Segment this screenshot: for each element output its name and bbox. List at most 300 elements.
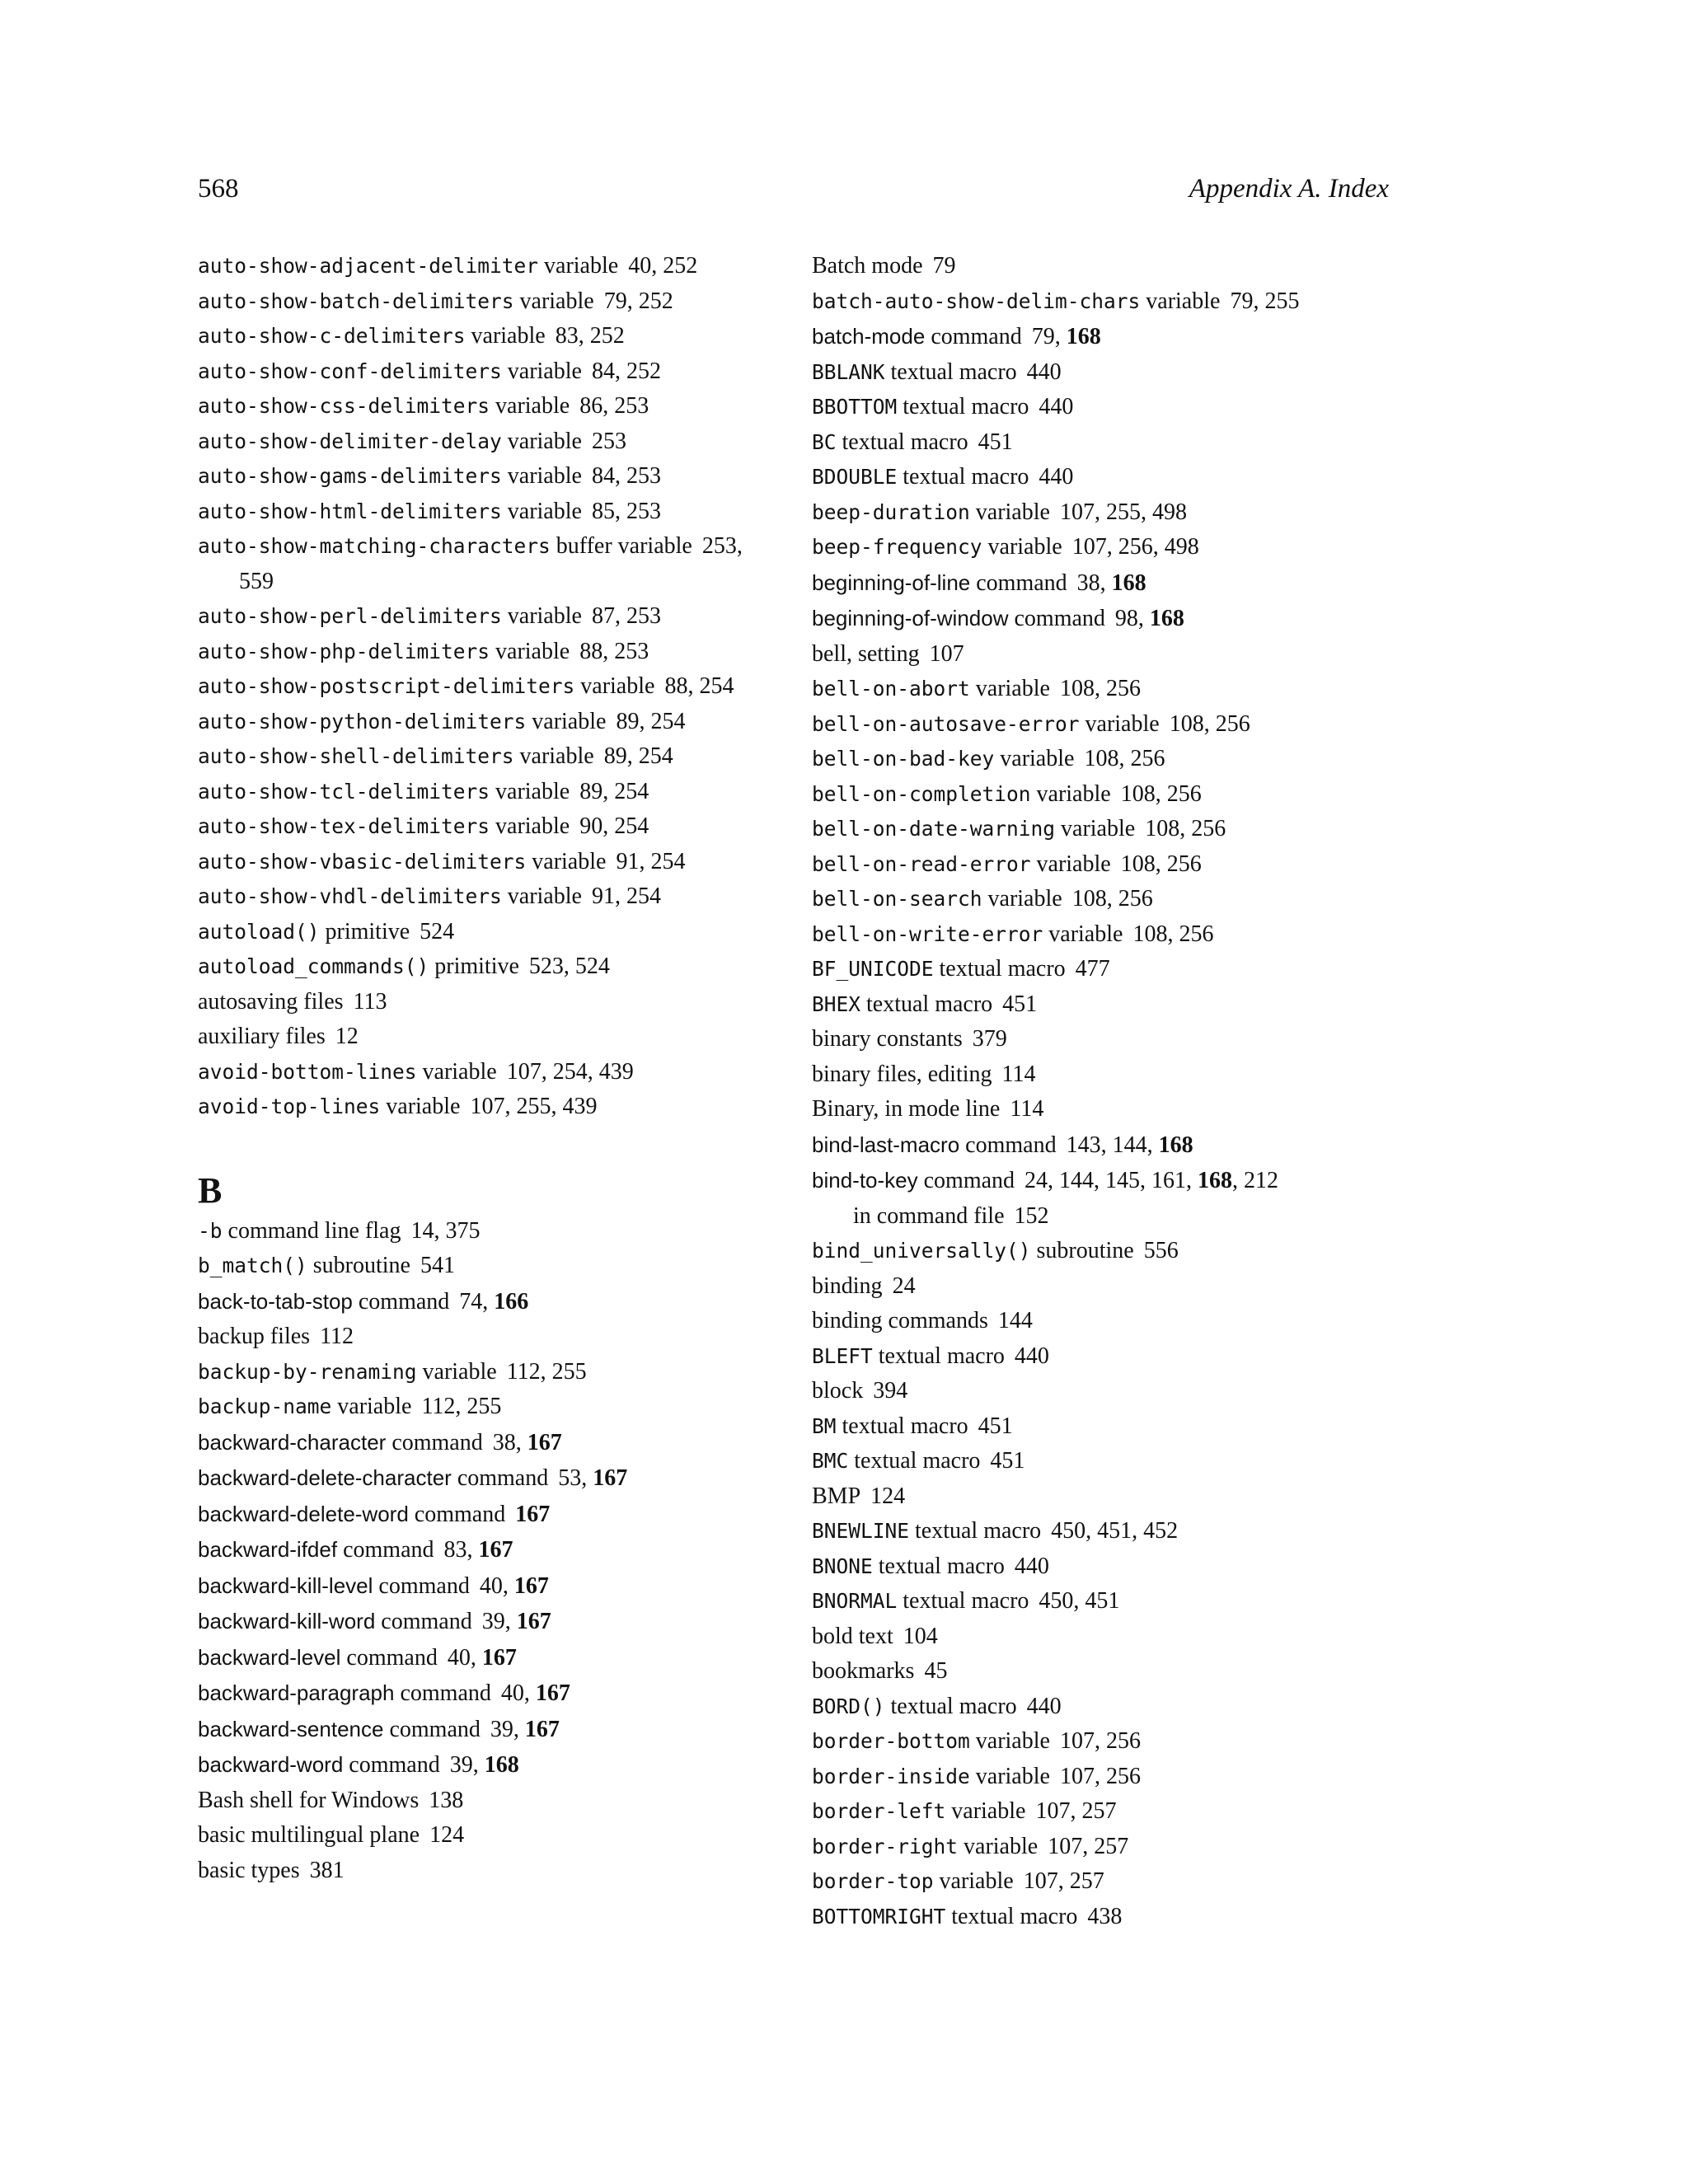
- index-page-refs: [344, 989, 387, 1015]
- index-term: Batch mode: [812, 253, 923, 279]
- index-term: bell-on-write-error: [812, 921, 1043, 946]
- index-term: binary constants: [812, 1026, 963, 1052]
- page-refs: 253: [591, 428, 626, 454]
- section-letter-b: B: [198, 1169, 223, 1211]
- page-refs: 91, 254: [591, 883, 661, 909]
- index-page-refs: [1005, 1554, 1049, 1579]
- index-term-kind: variable: [519, 288, 594, 314]
- index-entry: [812, 1022, 1389, 1057]
- index-term-kind: textual macro: [842, 429, 968, 455]
- index-term: auto-show-perl-delimiters: [198, 604, 502, 628]
- page-refs: 104: [903, 1623, 938, 1649]
- index-page-refs: [419, 1788, 463, 1813]
- index-page-refs: [968, 429, 1013, 455]
- index-entry: [198, 389, 758, 424]
- index-entry: [198, 459, 758, 494]
- page-refs: 144: [997, 1308, 1033, 1333]
- index-page-refs: [440, 1752, 519, 1778]
- index-page-refs: [1134, 1238, 1179, 1263]
- index-entry: [812, 1514, 1389, 1549]
- index-term-kind: variable: [1085, 710, 1160, 737]
- index-entry: [198, 809, 758, 845]
- page-refs: 440: [1026, 359, 1062, 385]
- index-page-refs: [1067, 570, 1146, 596]
- page-refs: 143, 144,: [1066, 1132, 1153, 1158]
- page-refs: 450, 451: [1039, 1588, 1120, 1614]
- index-page-refs: [434, 1537, 513, 1563]
- page-refs: 112, 255: [506, 1358, 587, 1385]
- index-term-kind: command: [392, 1429, 483, 1455]
- page-refs: 108, 256: [1071, 886, 1153, 912]
- primary-page-ref: 168: [1066, 324, 1101, 349]
- page-refs: 108, 256: [1059, 676, 1141, 701]
- index-term: binary files, editing: [812, 1061, 992, 1087]
- index-term: block: [812, 1378, 864, 1404]
- index-page-refs: [1220, 288, 1299, 314]
- index-entry: [812, 601, 1389, 637]
- index-term: border-inside: [812, 1764, 970, 1788]
- index-entries-a: [198, 249, 758, 1125]
- index-term: auto-show-php-delimiters: [198, 639, 490, 663]
- index-term: BHEX: [812, 991, 861, 1016]
- page-refs: 108, 256: [1120, 851, 1202, 877]
- index-term: bind-last-macro: [812, 1132, 960, 1157]
- index-entry: [812, 1234, 1389, 1269]
- primary-page-ref: 167: [516, 1609, 551, 1634]
- index-entry: [198, 1284, 758, 1320]
- index-term: backward-level: [198, 1644, 341, 1670]
- index-column-right: [812, 249, 1389, 1934]
- page-refs: 108, 256: [1120, 780, 1202, 807]
- index-term-kind: command line flag: [227, 1217, 401, 1244]
- primary-page-ref: 168: [1198, 1168, 1233, 1193]
- index-entry: [812, 812, 1389, 847]
- index-page-refs: [300, 1858, 345, 1883]
- index-entry: [812, 742, 1389, 777]
- page-refs: 112, 255: [421, 1394, 502, 1419]
- index-page-refs: [893, 1624, 938, 1649]
- index-term-kind: variable: [580, 673, 655, 699]
- page-refs: 90, 254: [579, 813, 649, 839]
- index-term: bell-on-completion: [812, 781, 1031, 806]
- index-term-kind: variable: [975, 1728, 1050, 1754]
- page-refs: 477: [1075, 956, 1110, 982]
- index-page-refs: [1057, 1132, 1193, 1158]
- index-entry: [198, 1854, 758, 1889]
- index-term-kind: command: [931, 324, 1022, 349]
- index-term: auto-show-conf-delimiters: [198, 359, 502, 383]
- index-entry: [198, 739, 758, 775]
- index-entry: [198, 1355, 758, 1390]
- index-term: bell-on-date-warning: [812, 817, 1056, 841]
- index-entry: [198, 1019, 758, 1055]
- page-refs: 79, 252: [603, 288, 673, 314]
- index-entry: [812, 1374, 1389, 1409]
- page-refs: 86, 253: [579, 393, 649, 419]
- index-page-refs: [883, 1273, 916, 1299]
- index-entry: [198, 1818, 758, 1854]
- index-term: basic types: [198, 1857, 300, 1883]
- page-refs: 107, 255, 439: [470, 1094, 598, 1119]
- index-entry: [812, 847, 1389, 883]
- index-entry: [812, 1619, 1389, 1655]
- index-page-refs: [497, 1059, 634, 1085]
- page-refs: 107, 257: [1048, 1833, 1129, 1859]
- index-term: BORD(): [812, 1694, 885, 1718]
- index-term: BDOUBLE: [812, 465, 898, 489]
- page-refs: 108, 256: [1169, 710, 1250, 737]
- index-term: bookmarks: [812, 1658, 915, 1684]
- index-term-kind: variable: [1061, 816, 1136, 841]
- index-term-kind: variable: [532, 708, 607, 734]
- index-term: b_match(): [198, 1254, 307, 1277]
- index-term: bell-on-autosave-error: [812, 711, 1080, 736]
- index-term-kind: variable: [975, 1763, 1050, 1789]
- page-refs: 113: [353, 988, 387, 1015]
- index-page-refs: [863, 1378, 907, 1404]
- index-term-kind: variable: [1036, 851, 1111, 877]
- index-term-kind: textual macro: [890, 359, 1017, 385]
- index-term-kind: variable: [337, 1394, 412, 1419]
- index-term: BMP: [812, 1483, 861, 1509]
- page-refs: 381: [309, 1857, 345, 1883]
- page-refs: 108, 256: [1084, 746, 1165, 771]
- page-refs: 84, 252: [591, 358, 661, 384]
- index-page-refs: [582, 603, 661, 629]
- index-entry: [198, 1675, 758, 1712]
- index-term-kind: variable: [495, 393, 570, 419]
- index-term: auto-show-gams-delimiters: [198, 464, 502, 488]
- index-page-refs: [411, 1394, 501, 1419]
- index-term: auto-show-c-delimiters: [198, 324, 466, 348]
- index-term-kind: textual macro: [890, 1693, 1017, 1719]
- index-page-refs: [310, 1324, 354, 1349]
- index-term-kind: textual macro: [854, 1448, 981, 1474]
- index-page-refs: [1005, 1203, 1049, 1229]
- primary-page-ref: 168: [484, 1752, 519, 1778]
- index-term-kind: variable: [1048, 921, 1123, 947]
- page-refs: 108, 256: [1145, 816, 1226, 841]
- index-page-refs: [1160, 711, 1250, 737]
- index-entry: [812, 249, 1389, 284]
- index-term-kind: variable: [544, 253, 619, 279]
- index-entry: [812, 565, 1389, 602]
- index-term-kind: command: [349, 1752, 440, 1778]
- page-refs: 24: [892, 1272, 916, 1299]
- index-entry: [812, 1092, 1389, 1127]
- index-entry: [812, 1127, 1389, 1164]
- page-refs: 438: [1087, 1903, 1123, 1929]
- page-refs: 38,: [1076, 569, 1106, 596]
- index-term: auto-show-tex-delimiters: [198, 814, 490, 838]
- index-page-refs: [1015, 1168, 1278, 1193]
- page-refs: 88, 253: [579, 638, 649, 664]
- index-page-refs: [1005, 1343, 1049, 1369]
- index-term: autosaving files: [198, 988, 344, 1015]
- index-entry: [198, 424, 758, 460]
- page-refs: 523, 524: [528, 954, 610, 979]
- index-entry: [198, 1747, 758, 1783]
- index-term: avoid-top-lines: [198, 1094, 381, 1118]
- page-refs: 124: [429, 1822, 465, 1848]
- page-refs: 79,: [1031, 324, 1061, 349]
- index-entry: [812, 1690, 1389, 1725]
- index-entry: [812, 987, 1389, 1023]
- index-page-refs: [1017, 1694, 1062, 1719]
- index-term: binding commands: [812, 1308, 988, 1333]
- index-entry: [198, 1460, 758, 1497]
- index-page-refs: [460, 1094, 597, 1119]
- index-entry: [198, 669, 758, 705]
- primary-page-ref: 167: [535, 1680, 570, 1706]
- index-entry: [812, 1269, 1389, 1305]
- page-refs: 440: [1039, 394, 1074, 419]
- index-term: BNORMAL: [812, 1589, 898, 1613]
- index-entry: [812, 917, 1389, 953]
- index-term-kind: variable: [507, 498, 582, 524]
- page-number: 568: [198, 174, 239, 204]
- page-refs: 451: [990, 1448, 1025, 1474]
- index-page-refs: [1062, 534, 1199, 560]
- index-page-refs: [606, 709, 685, 734]
- index-term-kind: variable: [495, 813, 570, 839]
- index-entry: [198, 1425, 758, 1461]
- page-refs: 85, 253: [591, 498, 661, 524]
- index-page-refs: [1022, 324, 1101, 349]
- index-term: auto-show-postscript-delimiters: [198, 674, 575, 698]
- index-term-kind: variable: [507, 463, 582, 489]
- page-refs: 83,: [443, 1537, 473, 1563]
- index-entry: [198, 249, 758, 284]
- index-term: BNONE: [812, 1554, 873, 1578]
- primary-page-ref: 167: [513, 1572, 549, 1599]
- index-term: BBLANK: [812, 359, 885, 384]
- page-refs: 451: [978, 429, 1013, 455]
- index-term: basic multilingual plane: [198, 1822, 420, 1848]
- page-refs: 98,: [1114, 606, 1144, 631]
- page-refs: 107, 255, 498: [1059, 499, 1187, 525]
- index-entry: [812, 777, 1389, 813]
- index-term: autoload(): [198, 919, 320, 944]
- primary-page-ref: 167: [481, 1644, 517, 1671]
- index-entry: [198, 1090, 758, 1125]
- index-page-refs: [980, 1448, 1025, 1474]
- index-term-kind: variable: [1000, 746, 1075, 771]
- index-page-refs: [497, 1359, 587, 1385]
- index-entry: [198, 705, 758, 740]
- index-term: auto-show-matching-characters: [198, 534, 551, 558]
- index-term-kind: textual macro: [866, 991, 993, 1017]
- index-term: bold text: [812, 1623, 893, 1649]
- index-term: BBOTTOM: [812, 395, 898, 419]
- index-page-refs: [438, 1645, 517, 1671]
- index-term-kind: variable: [964, 1833, 1039, 1859]
- index-term: backup-by-renaming: [198, 1359, 417, 1384]
- index-term-kind: variable: [532, 848, 607, 874]
- index-page-refs: [519, 954, 610, 979]
- index-term-kind: command: [457, 1465, 549, 1491]
- index-term: backward-kill-level: [198, 1572, 373, 1598]
- index-term: border-left: [812, 1799, 946, 1823]
- page-refs: 39,: [481, 1609, 511, 1634]
- index-term-kind: variable: [507, 428, 582, 454]
- index-page-refs: [582, 359, 661, 384]
- index-term-kind: textual macro: [842, 1413, 968, 1439]
- page-refs: 83, 252: [555, 323, 625, 349]
- index-entry: [198, 319, 758, 354]
- index-entry: [812, 1304, 1389, 1339]
- index-term: -b: [198, 1218, 223, 1243]
- index-page-refs: [992, 991, 1037, 1017]
- index-term: back-to-tab-stop: [198, 1288, 353, 1314]
- index-entry: [812, 1409, 1389, 1445]
- page-refs: 152: [1014, 1202, 1049, 1229]
- index-entry: [812, 460, 1389, 495]
- index-page-refs: [963, 1026, 1007, 1052]
- index-term-kind: variable: [939, 1868, 1014, 1894]
- page-refs: 440: [1014, 1553, 1049, 1579]
- index-term-kind: command: [1014, 606, 1105, 631]
- page-refs: 107, 257: [1023, 1868, 1104, 1894]
- page-refs: 108, 256: [1132, 921, 1214, 947]
- index-page-refs: [449, 1289, 528, 1315]
- index-page-refs: [410, 919, 454, 944]
- index-term: beginning-of-window: [812, 606, 1009, 630]
- index-entry: [812, 319, 1389, 355]
- index-term: backward-character: [198, 1429, 387, 1455]
- page-refs: 40, 252: [628, 253, 698, 279]
- index-page-refs: [491, 1680, 570, 1706]
- index-page-refs: [1038, 1834, 1128, 1859]
- index-term-kind: command: [381, 1609, 472, 1634]
- index-term-kind: variable: [1146, 288, 1221, 314]
- index-term-kind: variable: [386, 1094, 461, 1119]
- index-term: backward-kill-word: [198, 1609, 376, 1633]
- index-term-kind: variable: [495, 778, 570, 804]
- index-entry: [812, 1199, 1389, 1235]
- index-term: border-bottom: [812, 1729, 970, 1753]
- index-page-refs: [1041, 1518, 1178, 1544]
- page-refs: 556: [1143, 1238, 1179, 1263]
- index-term-kind: textual macro: [915, 1518, 1042, 1544]
- index-term-kind: textual macro: [903, 1588, 1029, 1614]
- index-term: bell-on-read-error: [812, 851, 1031, 876]
- index-page-refs: [1135, 816, 1226, 841]
- index-term: backward-delete-word: [198, 1501, 409, 1526]
- index-entry: [198, 1568, 758, 1605]
- index-term: Bash shell for Windows: [198, 1787, 420, 1813]
- index-entry: [812, 284, 1389, 320]
- index-page-refs: [1050, 676, 1141, 701]
- index-term-kind: textual macro: [951, 1903, 1078, 1929]
- index-entry: [812, 707, 1389, 743]
- index-entry: [812, 1479, 1389, 1515]
- index-entry: [198, 1055, 758, 1090]
- index-page-refs: [546, 323, 625, 349]
- index-term: border-right: [812, 1834, 959, 1858]
- page-refs: 39,: [490, 1716, 519, 1742]
- index-term-kind: variable: [987, 886, 1062, 912]
- index-entries-b-continued: [812, 249, 1389, 1934]
- index-term-kind: command: [389, 1716, 481, 1742]
- primary-page-ref: 167: [515, 1501, 551, 1527]
- index-term: beginning-of-line: [812, 569, 971, 595]
- index-entry: [198, 1249, 758, 1284]
- index-term-kind: buffer variable: [556, 533, 692, 559]
- index-page-refs: [1074, 746, 1165, 771]
- primary-page-ref: 168: [1158, 1132, 1193, 1158]
- index-term: border-top: [812, 1869, 934, 1893]
- page-refs: 394: [873, 1378, 908, 1404]
- index-term: auto-show-batch-delimiters: [198, 288, 514, 313]
- index-term: BF_UNICODE: [812, 957, 934, 981]
- page-refs: 138: [429, 1787, 464, 1813]
- index-term-kind: subroutine: [312, 1253, 410, 1278]
- page-refs: 114: [1001, 1061, 1036, 1087]
- index-entry: [198, 529, 758, 599]
- index-term-kind: textual macro: [878, 1343, 1005, 1369]
- index-term-kind: variable: [951, 1798, 1026, 1824]
- index-entry: [198, 494, 758, 530]
- index-term-kind: variable: [987, 534, 1062, 560]
- index-term: auto-show-delimiter-delay: [198, 429, 502, 453]
- index-page-refs: [1029, 394, 1073, 419]
- page-refs: 89, 254: [616, 708, 686, 734]
- page-refs: 107, 257: [1035, 1798, 1117, 1824]
- index-term: backward-paragraph: [198, 1680, 395, 1705]
- index-term: binding: [812, 1272, 883, 1299]
- page-refs: 524: [420, 918, 455, 944]
- index-entry: [198, 1390, 758, 1425]
- index-term-kind: variable: [471, 323, 546, 349]
- index-page-refs: [1050, 1728, 1141, 1754]
- page-refs: 107: [929, 640, 964, 667]
- page-refs: 53,: [558, 1465, 588, 1491]
- index-page-refs: [1105, 606, 1184, 631]
- index-entry: [812, 672, 1389, 707]
- index-term: autoload_commands(): [198, 954, 429, 978]
- index-entry: [198, 1214, 758, 1249]
- index-entry: [812, 1584, 1389, 1619]
- index-entry: [198, 845, 758, 880]
- page-refs: 440: [1039, 464, 1074, 490]
- index-entry: [812, 1900, 1389, 1935]
- index-term: BNEWLINE: [812, 1519, 910, 1543]
- index-page-refs: [1111, 851, 1202, 877]
- index-page-refs: [410, 1253, 455, 1278]
- index-term: beep-frequency: [812, 535, 982, 559]
- index-entry: [198, 1783, 758, 1819]
- index-term-kind: primitive: [434, 954, 519, 979]
- index-page-refs: [582, 429, 626, 454]
- index-term: auto-show-vbasic-delimiters: [198, 849, 527, 874]
- index-term: bell-on-bad-key: [812, 747, 995, 771]
- index-page-refs: [401, 1218, 480, 1244]
- index-term: auto-show-python-delimiters: [198, 709, 527, 733]
- index-page-refs: [988, 1308, 1033, 1333]
- index-page-refs: [1123, 921, 1213, 947]
- index-term-kind: variable: [975, 499, 1050, 525]
- page-refs: 40,: [479, 1572, 509, 1599]
- index-entry: [812, 1163, 1389, 1199]
- page-refs: 440: [1026, 1693, 1062, 1719]
- index-term-kind: subroutine: [1036, 1238, 1134, 1263]
- index-term: auto-show-css-delimiters: [198, 394, 490, 418]
- index-entry: [198, 1319, 758, 1355]
- index-term: BLEFT: [812, 1343, 873, 1368]
- index-page-refs: [481, 1717, 560, 1742]
- index-term-kind: command: [976, 569, 1067, 596]
